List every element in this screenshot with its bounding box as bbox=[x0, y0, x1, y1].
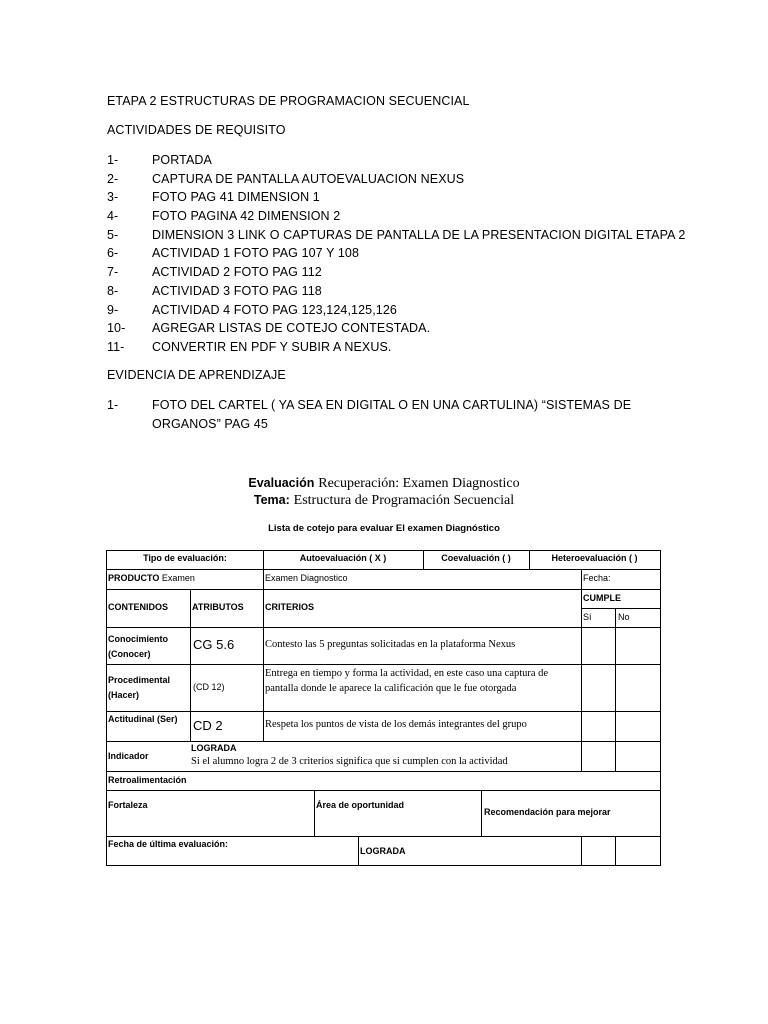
list-item-text: PORTADA bbox=[152, 153, 212, 167]
list-item-text: CAPTURA DE PANTALLA AUTOEVALUACION NEXUS bbox=[152, 171, 465, 186]
yes-checkbox[interactable] bbox=[582, 837, 615, 865]
list-item-number: 4- bbox=[107, 209, 119, 224]
list-item bbox=[107, 282, 685, 301]
list-item-number: 11- bbox=[107, 339, 125, 354]
list-item-text: CONVERTIR EN PDF Y SUBIR A NEXUS. bbox=[152, 339, 392, 354]
content-cell: Actitudinal (Ser) bbox=[108, 714, 178, 724]
yes-header: Sí bbox=[583, 612, 592, 622]
yes-checkbox[interactable] bbox=[582, 628, 615, 664]
list-item-text: ACTIVIDAD 3 FOTO PAG 118 bbox=[152, 283, 322, 298]
no-header: No bbox=[618, 612, 630, 622]
list-item bbox=[107, 396, 667, 434]
list-item-text: FOTO PAGINA 42 DIMENSION 2 bbox=[152, 209, 341, 224]
list-item bbox=[107, 319, 685, 338]
criterion-cell: Contesto las 5 preguntas solicitadas en la plataforma Nexus bbox=[265, 639, 516, 650]
no-checkbox[interactable] bbox=[616, 665, 660, 711]
list-item bbox=[107, 226, 685, 245]
list-item-number: 8- bbox=[107, 283, 119, 298]
hetero-evaluation-option: Heteroevaluación ( ) bbox=[551, 553, 638, 563]
list-item bbox=[107, 207, 685, 226]
attribute-cell: (CD 12) bbox=[193, 682, 225, 692]
yes-checkbox[interactable] bbox=[582, 712, 615, 741]
last-evaluation-label: Fecha de última evaluación: bbox=[108, 839, 229, 849]
yes-checkbox[interactable] bbox=[582, 665, 615, 711]
checklist-title: Lista de cotejo para evaluar El examen Diagnóstico bbox=[268, 523, 500, 534]
product-description: Examen Diagnostico bbox=[265, 573, 348, 583]
evidence-list bbox=[107, 396, 667, 434]
attribute-cell: CG 5.6 bbox=[193, 637, 235, 652]
meets-header: CUMPLE bbox=[583, 593, 621, 603]
indicator-status: LOGRADA bbox=[191, 743, 237, 753]
date-label: Fecha: bbox=[583, 573, 611, 583]
no-checkbox[interactable] bbox=[616, 742, 660, 771]
list-item-text: FOTO PAG 41 DIMENSION 1 bbox=[152, 190, 320, 205]
list-item-text: ACTIVIDAD 2 FOTO PAG 112 bbox=[152, 265, 322, 280]
criterion-cell: Respeta los puntos de vista de los demás integrantes del grupo bbox=[265, 719, 527, 730]
topic-label: Tema: bbox=[253, 493, 290, 507]
list-item-text: FOTO DEL CARTEL ( YA SEA EN DIGITAL O EN UNA CARTULINA) “SISTEMAS DE ORGANOS” PAG 45 bbox=[152, 398, 632, 431]
evaluation-topic bbox=[0, 491, 768, 509]
list-item-number: 1- bbox=[107, 398, 119, 412]
list-item bbox=[107, 301, 685, 320]
opportunity-label: Área de oportunidad bbox=[316, 800, 405, 810]
yes-checkbox[interactable] bbox=[582, 742, 615, 771]
list-item-number: 6- bbox=[107, 246, 119, 261]
criteria-header: CRITERIOS bbox=[265, 602, 315, 612]
list-item-number: 5- bbox=[107, 227, 119, 242]
list-item-number: 2- bbox=[107, 171, 119, 186]
self-evaluation-option: Autoevaluación ( X ) bbox=[299, 553, 387, 563]
list-item-number: 7- bbox=[107, 265, 119, 280]
list-item bbox=[107, 263, 685, 282]
list-item-number: 9- bbox=[107, 302, 119, 317]
no-checkbox[interactable] bbox=[616, 628, 660, 664]
list-item-number: 10- bbox=[107, 321, 126, 336]
list-item-text: ACTIVIDAD 4 FOTO PAG 123,124,125,126 bbox=[152, 302, 397, 317]
criterion-cell: Entrega en tiempo y forma la actividad, en este caso una captura de pantalla donde le aparece la calificación que le fue otorgada bbox=[265, 668, 549, 694]
list-item bbox=[107, 170, 685, 189]
co-evaluation-option: Coevaluación ( ) bbox=[441, 553, 511, 563]
strength-label: Fortaleza bbox=[108, 800, 148, 810]
requisites-heading: ACTIVIDADES DE REQUISITO bbox=[107, 123, 286, 137]
attributes-header: ATRIBUTOS bbox=[192, 602, 244, 612]
content-cell: Conocimiento (Conocer) bbox=[108, 634, 168, 659]
evaluation-title bbox=[0, 474, 768, 492]
evaluation-value: Recuperación: Examen Diagnostico bbox=[318, 476, 520, 491]
requisites-list bbox=[107, 151, 685, 357]
product-cell bbox=[108, 573, 258, 583]
list-item bbox=[107, 151, 685, 170]
no-checkbox[interactable] bbox=[616, 837, 660, 865]
list-item-text: ACTIVIDAD 1 FOTO PAG 107 Y 108 bbox=[152, 246, 360, 261]
list-item-text: DIMENSION 3 LINK O CAPTURAS DE PANTALLA DE LA PRESENTACION DIGITAL ETAPA 2 bbox=[152, 227, 686, 242]
list-item-number: 1- bbox=[107, 153, 119, 167]
indicator-label: Indicador bbox=[108, 751, 149, 761]
list-item bbox=[107, 188, 685, 207]
contents-header: CONTENIDOS bbox=[108, 602, 169, 612]
last-evaluation-status: LOGRADA bbox=[360, 846, 406, 856]
topic-value: Estructura de Programación Secuencial bbox=[293, 493, 515, 508]
no-checkbox[interactable] bbox=[616, 712, 660, 741]
list-item-text: AGREGAR LISTAS DE COTEJO CONTESTADA. bbox=[152, 321, 431, 336]
list-item bbox=[107, 244, 685, 263]
recommendation-label: Recomendación para mejorar bbox=[484, 807, 611, 817]
indicator-text: Si el alumno logra 2 de 3 criterios significa que si cumplen con la actividad bbox=[191, 756, 508, 767]
product-value: Examen bbox=[161, 573, 195, 583]
evaluation-type-label: Tipo de evaluación: bbox=[143, 553, 227, 563]
list-item-number: 3- bbox=[107, 190, 119, 205]
list-item bbox=[107, 338, 685, 357]
document-title: ETAPA 2 ESTRUCTURAS DE PROGRAMACION SECUENCIAL bbox=[107, 94, 470, 108]
product-label: PRODUCTO bbox=[108, 573, 160, 583]
feedback-label: Retroalimentación bbox=[108, 775, 187, 785]
attribute-cell: CD 2 bbox=[193, 718, 223, 733]
evaluation-label: Evaluación bbox=[248, 476, 315, 490]
evidence-heading: EVIDENCIA DE APRENDIZAJE bbox=[107, 368, 286, 382]
content-cell: Procedimental (Hacer) bbox=[108, 675, 171, 700]
